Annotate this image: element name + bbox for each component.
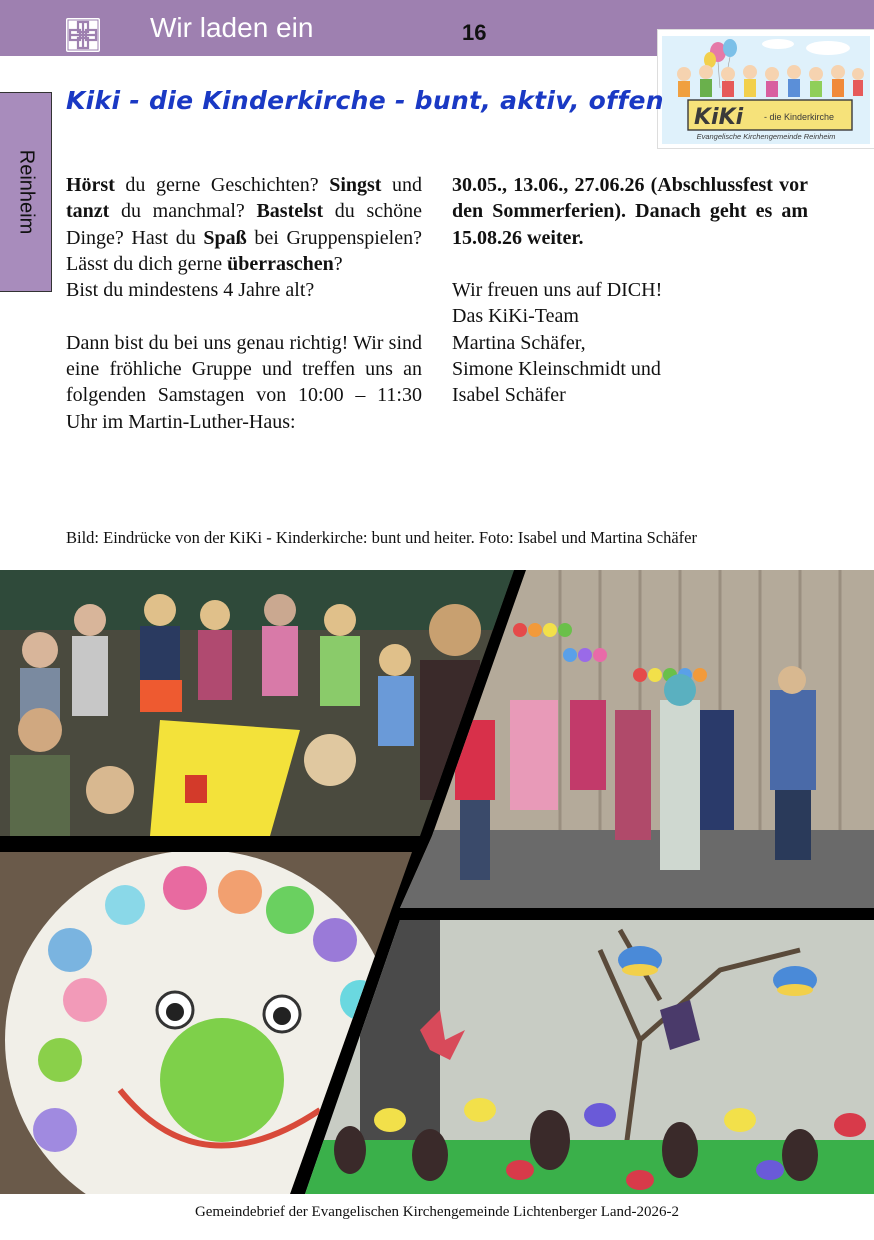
logo-name: KiKi	[694, 105, 744, 130]
article-paragraph	[66, 330, 422, 435]
photo-collage	[0, 570, 874, 1194]
bold-text: überraschen	[227, 252, 334, 275]
bold-text: Hörst	[66, 174, 115, 196]
kiki-logo	[658, 30, 874, 148]
side-tab-label: Reinheim	[15, 149, 37, 235]
page-number: 16	[462, 20, 487, 45]
text-run: Dann bist du bei uns genau richtig! Wir sind eine fröhliche Gruppe und treffen uns an folgenden Samstagen von 10:00 – 11:30 Uhr im Martin-Luther-Haus:	[66, 331, 422, 433]
section-title: Wir laden ein	[150, 12, 314, 43]
article-paragraph	[452, 382, 808, 408]
article-right-column	[452, 172, 808, 409]
text-run: bei Gruppenspielen? Lässt du dich gerne	[66, 226, 422, 275]
text-run: Wir freuen uns auf DICH!	[452, 279, 663, 302]
paragraph-gap	[66, 303, 422, 329]
text-run: Simone Kleinschmidt und	[452, 358, 661, 381]
paragraph-gap	[452, 251, 808, 277]
article-paragraph	[66, 172, 422, 277]
article-paragraph	[452, 330, 808, 356]
text-run: ?	[333, 252, 343, 275]
text-run: du schöne Dinge? Hast du	[66, 200, 422, 249]
bold-text: Singst	[329, 174, 382, 196]
bold-text: tanzt	[66, 200, 110, 223]
text-run: du gerne Geschichten?	[114, 174, 330, 196]
page-footer: Gemeindebrief der Evangelischen Kirchengemeinde Lichtenberger Land-2026-2	[194, 1204, 680, 1220]
text-run: Martina Schäfer,	[452, 331, 586, 354]
photo-window-decoration	[300, 920, 874, 1194]
text-run: und	[381, 174, 423, 196]
bold-text: Bastelst	[256, 200, 324, 223]
bold-text: Spaß	[203, 226, 247, 249]
article-left-column	[66, 172, 422, 435]
logo-subtitle: Evangelische Kirchengemeinde Reinheim	[696, 132, 836, 141]
photo-caption: Bild: Eindrücke von der KiKi - Kinderkirche: bunt und heiter. Foto: Isabel und Martina Schäfer	[66, 528, 697, 547]
text-run: Bist du mindestens 4 Jahre alt?	[66, 279, 315, 302]
text-run: du manchmal?	[109, 200, 257, 223]
article-paragraph	[452, 303, 808, 329]
text-run: Das KiKi-Team	[452, 305, 579, 328]
logo-tagline: - die Kinderkirche	[764, 112, 835, 122]
article-paragraph	[66, 277, 422, 303]
bold-text: 30.05., 13.06., 27.06.26 (Abschlussfest vor den Sommerferien). Danach geht es am 15.08.26 weiter.	[452, 174, 808, 249]
article-paragraph	[452, 356, 808, 382]
photo-kids-circle	[0, 570, 520, 845]
article-paragraph	[452, 172, 808, 251]
side-tab	[0, 92, 52, 292]
article-paragraph	[452, 277, 808, 303]
church-cross-icon	[66, 18, 100, 52]
text-run: Isabel Schäfer	[452, 384, 566, 407]
article-headline: Kiki - die Kinderkirche - bunt, aktiv, offen	[66, 86, 664, 115]
